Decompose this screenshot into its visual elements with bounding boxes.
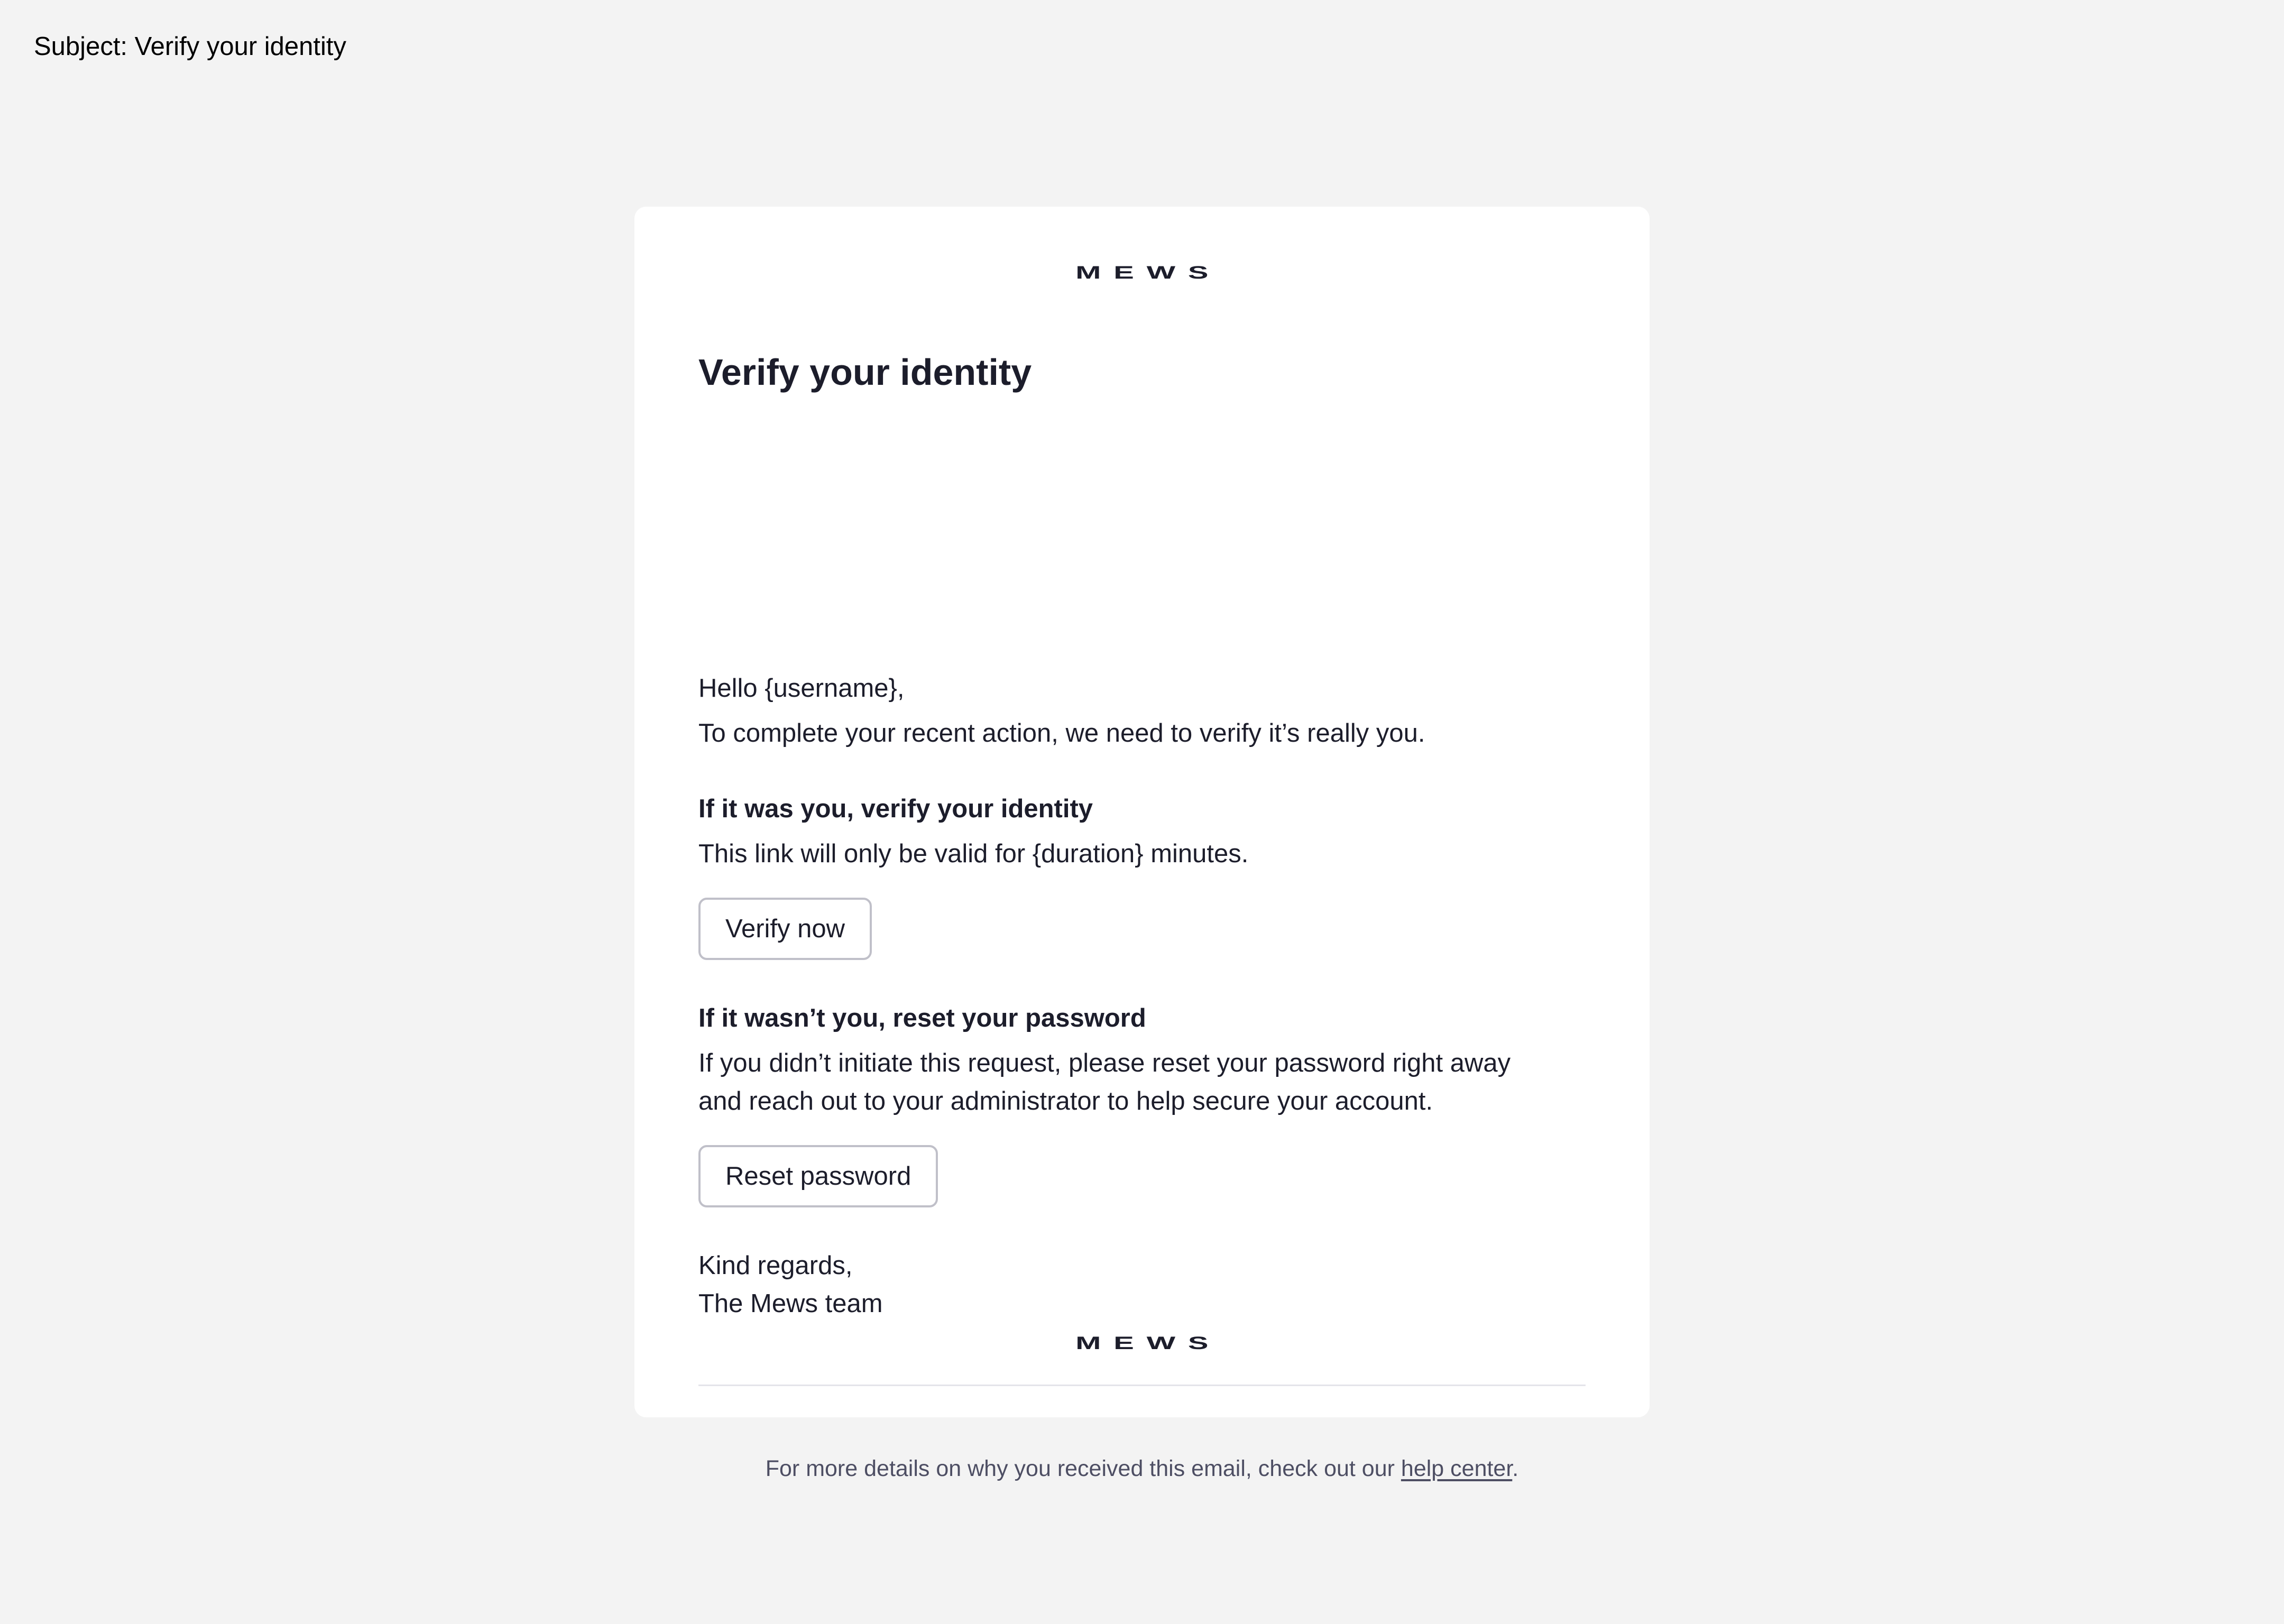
reset-section-body-line2: and reach out to your administrator to help secure your account. — [698, 1087, 1433, 1115]
signoff-line1: Kind regards, — [698, 1251, 853, 1280]
verify-section-heading: If it was you, verify your identity — [698, 795, 1093, 823]
footer-note-suffix: . — [1512, 1456, 1519, 1481]
verify-now-button[interactable]: Verify now — [698, 898, 872, 960]
signoff-line2: The Mews team — [698, 1289, 883, 1318]
mews-logo: MEWS — [1075, 263, 1221, 283]
footer-note-prefix: For more details on why you received this email, check out our — [765, 1456, 1401, 1481]
greeting-text: Hello {username}, — [698, 674, 905, 703]
header-logo — [634, 262, 1650, 283]
verify-section-body: This link will only be valid for {duration} minutes. — [698, 839, 1249, 868]
email-card — [634, 207, 1650, 1481]
email-title: Verify your identity — [698, 352, 1032, 393]
mews-logo: MEWS — [1075, 1333, 1221, 1353]
reset-section-body-line1: If you didn’t initiate this request, please reset your password right away — [698, 1049, 1511, 1077]
footer-divider — [698, 1385, 1586, 1386]
reset-section-heading: If it wasn’t you, reset your password — [698, 1004, 1146, 1032]
email-subject: Subject: Verify your identity — [34, 32, 347, 61]
help-center-link[interactable]: help center — [1401, 1456, 1513, 1481]
footer-note — [634, 1453, 1650, 1484]
reset-password-button[interactable]: Reset password — [698, 1145, 938, 1207]
intro-text: To complete your recent action, we need to verify it’s really you. — [698, 719, 1425, 748]
footer-logo — [634, 1333, 1650, 1354]
